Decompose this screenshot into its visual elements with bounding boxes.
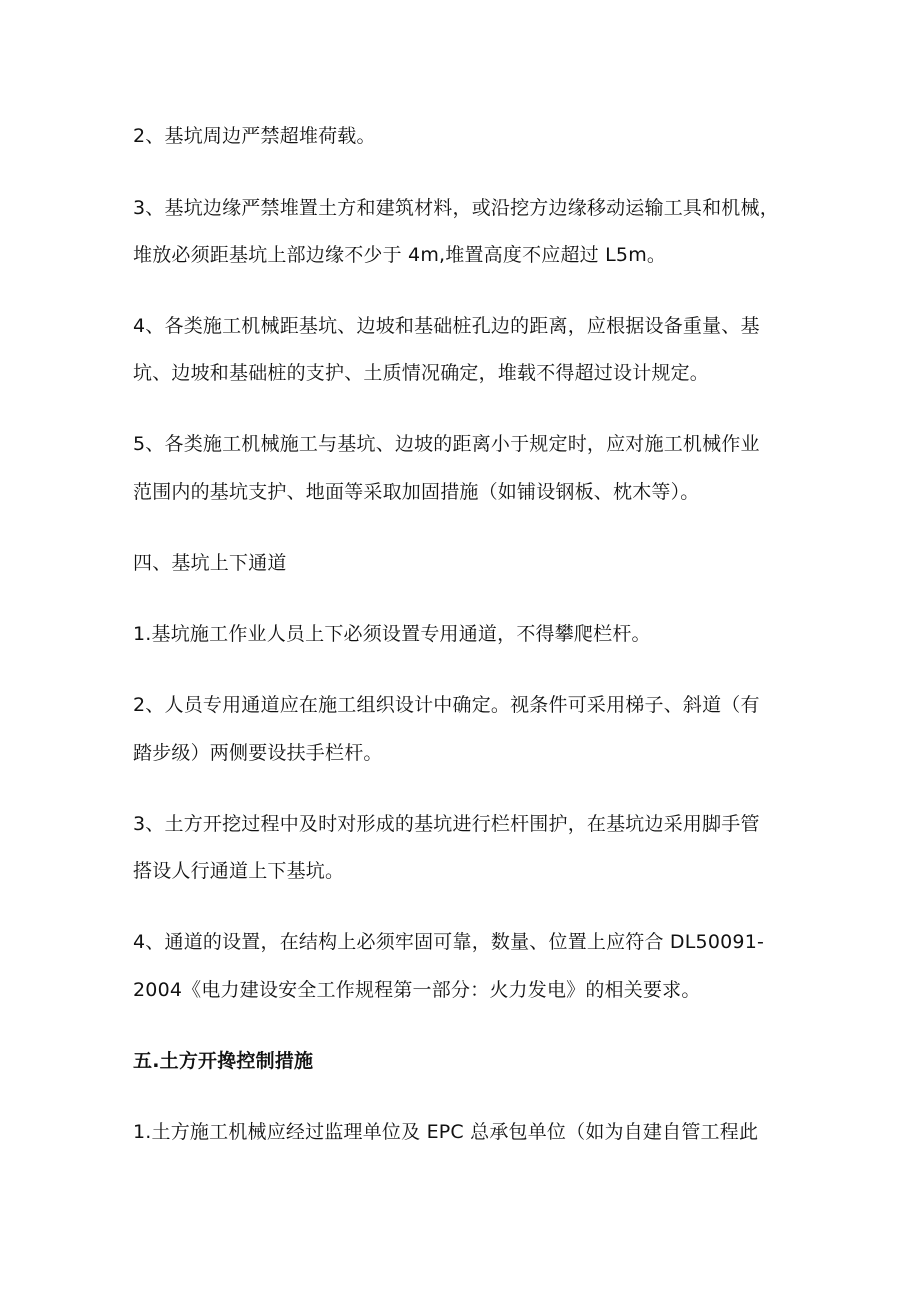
paragraph-4-line-1: 4、各类施工机械距基坑、边坡和基础桩孔边的距离，应根据设备重量、基 — [133, 315, 760, 337]
item-2-line-2: 踏步级）两侧要设扶手栏杆。 — [133, 742, 383, 764]
item-4-line-2: 2004《电力建设安全工作规程第一部分：火力发电》的相关要求。 — [133, 979, 701, 1001]
item-1-line-1: 1.基坑施工作业人员上下必须设置专用通道，不得攀爬栏杆。 — [133, 623, 651, 645]
section-heading-5: 五.土方开搀控制措施 — [133, 1050, 314, 1072]
paragraph-5-line-2: 范围内的基坑支护、地面等采取加固措施（如铺设钢板、枕木等）。 — [133, 481, 700, 503]
item-3-line-2: 搭设人行通道上下基坑。 — [133, 860, 345, 882]
paragraph-4-line-2: 坑、边坡和基础桩的支护、土质情况确定，堆载不得超过设计规定。 — [133, 362, 710, 384]
item-3-line-1: 3、土方开挖过程中及时对形成的基坑进行栏杆围护，在基坑边采用脚手管 — [133, 813, 760, 835]
section-heading-4: 四、基坑上下通道 — [133, 552, 287, 574]
item-4-line-1: 4、通道的设置，在结构上必须牢固可靠，数量、位置上应符合 DL50091- — [133, 931, 765, 953]
paragraph-3-line-2: 堆放必须距基坑上部边缘不少于 4m,堆置高度不应超过 L5m。 — [133, 244, 667, 266]
paragraph-5-line-1: 5、各类施工机械施工与基坑、边坡的距离小于规定时，应对施工机械作业 — [133, 433, 760, 455]
paragraph-3-line-1: 3、基坑边缘严禁堆置土方和建筑材料，或沿挖方边缘移动运输工具和机械， — [133, 197, 779, 219]
paragraph-2-line-1: 2、基坑周边严禁超堆荷载。 — [133, 125, 376, 147]
item-2-line-1: 2、人员专用通道应在施工组织设计中确定。视条件可采用梯子、斜道（有 — [133, 694, 760, 716]
section-5-item-1-line-1: 1.土方施工机械应经过监理单位及 EPC 总承包单位（如为自建自管工程此 — [133, 1121, 759, 1143]
